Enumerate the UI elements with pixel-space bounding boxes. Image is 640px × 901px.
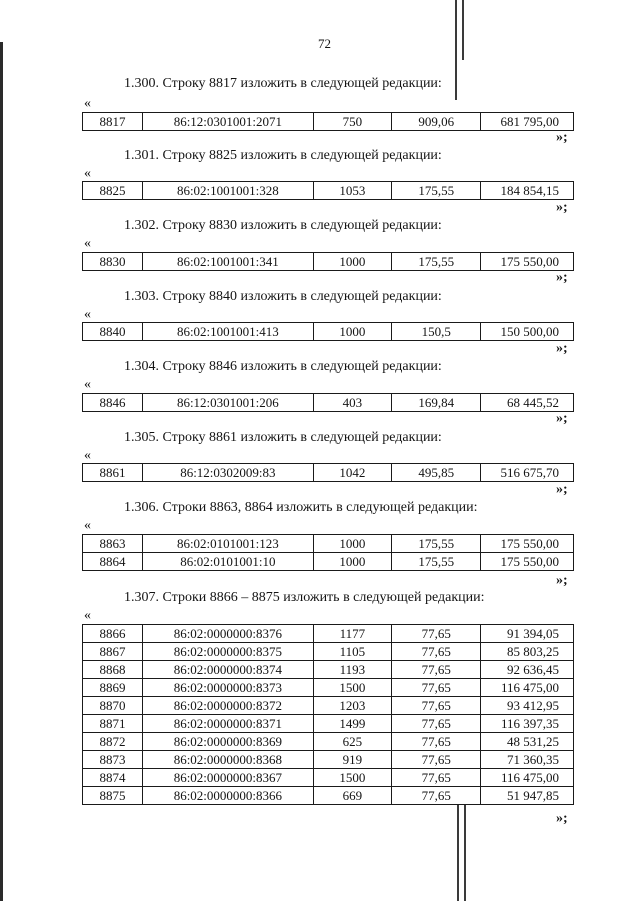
area-cell: 1203 — [313, 697, 391, 715]
value-cell: 175 550,00 — [481, 535, 574, 553]
area-cell: 1000 — [313, 535, 391, 553]
data-table — [82, 393, 574, 412]
table-row — [83, 553, 574, 571]
cadastral-number-cell: 86:02:0000000:8366 — [142, 787, 313, 805]
data-table — [82, 463, 574, 482]
scan-left-margin-bar — [0, 42, 3, 901]
area-cell: 1500 — [313, 679, 391, 697]
row-number-cell: 8864 — [83, 553, 143, 571]
row-number-cell: 8866 — [83, 625, 143, 643]
row-number-cell: 8825 — [83, 182, 143, 200]
row-number-cell: 8875 — [83, 787, 143, 805]
cadastral-number-cell: 86:02:0000000:8367 — [142, 769, 313, 787]
scan-artifact-line — [462, 0, 464, 60]
data-table — [82, 181, 574, 200]
closing-quote: »; — [556, 270, 568, 285]
row-number-cell: 8830 — [83, 253, 143, 271]
section-heading: 1.301. Строку 8825 изложить в следующей редакции: — [124, 148, 442, 163]
rate-cell: 77,65 — [392, 679, 481, 697]
section-heading: 1.303. Строку 8840 изложить в следующей редакции: — [124, 289, 442, 304]
rate-cell: 495,85 — [392, 464, 481, 482]
row-number-cell: 8871 — [83, 715, 143, 733]
value-cell: 71 360,35 — [481, 751, 574, 769]
cadastral-number-cell: 86:02:0000000:8376 — [142, 625, 313, 643]
table-row — [83, 661, 574, 679]
page-number: 72 — [318, 36, 331, 51]
closing-quote: »; — [556, 130, 568, 145]
row-number-cell: 8861 — [83, 464, 143, 482]
cadastral-number-cell: 86:02:0000000:8373 — [142, 679, 313, 697]
table-row — [83, 535, 574, 553]
table-row — [83, 715, 574, 733]
row-number-cell: 8846 — [83, 394, 143, 412]
data-table — [82, 624, 574, 805]
row-number-cell: 8840 — [83, 323, 143, 341]
value-cell: 116 475,00 — [481, 679, 574, 697]
rate-cell: 175,55 — [392, 553, 481, 571]
rate-cell: 175,55 — [392, 535, 481, 553]
cadastral-number-cell: 86:02:0000000:8374 — [142, 661, 313, 679]
scan-artifact-line — [457, 805, 459, 901]
cadastral-number-cell: 86:02:0101001:10 — [142, 553, 313, 571]
area-cell: 669 — [313, 787, 391, 805]
opening-quote: « — [84, 166, 91, 181]
cadastral-number-cell: 86:02:0000000:8372 — [142, 697, 313, 715]
opening-quote: « — [84, 448, 91, 463]
row-number-cell: 8872 — [83, 733, 143, 751]
section-heading: 1.300. Строку 8817 изложить в следующей редакции: — [124, 76, 442, 91]
section-heading: 1.304. Строку 8846 изложить в следующей редакции: — [124, 359, 442, 374]
area-cell: 1000 — [313, 553, 391, 571]
rate-cell: 77,65 — [392, 661, 481, 679]
value-cell: 48 531,25 — [481, 733, 574, 751]
scan-artifact-line — [464, 805, 466, 901]
area-cell: 1105 — [313, 643, 391, 661]
cadastral-number-cell: 86:02:0000000:8368 — [142, 751, 313, 769]
value-cell: 91 394,05 — [481, 625, 574, 643]
area-cell: 1053 — [313, 182, 391, 200]
opening-quote: « — [84, 608, 91, 623]
area-cell: 1000 — [313, 253, 391, 271]
row-number-cell: 8869 — [83, 679, 143, 697]
value-cell: 116 397,35 — [481, 715, 574, 733]
rate-cell: 77,65 — [392, 733, 481, 751]
table-row — [83, 625, 574, 643]
opening-quote: « — [84, 236, 91, 251]
value-cell: 516 675,70 — [481, 464, 574, 482]
table-row — [83, 679, 574, 697]
rate-cell: 77,65 — [392, 643, 481, 661]
cadastral-number-cell: 86:02:0000000:8375 — [142, 643, 313, 661]
area-cell: 1500 — [313, 769, 391, 787]
rate-cell: 77,65 — [392, 697, 481, 715]
area-cell: 1499 — [313, 715, 391, 733]
rate-cell: 77,65 — [392, 769, 481, 787]
area-cell: 1042 — [313, 464, 391, 482]
opening-quote: « — [84, 307, 91, 322]
table-row — [83, 394, 574, 412]
section-heading: 1.305. Строку 8861 изложить в следующей редакции: — [124, 430, 442, 445]
value-cell: 184 854,15 — [481, 182, 574, 200]
table-row — [83, 733, 574, 751]
cadastral-number-cell: 86:02:0000000:8371 — [142, 715, 313, 733]
opening-quote: « — [84, 377, 91, 392]
table-row — [83, 323, 574, 341]
row-number-cell: 8868 — [83, 661, 143, 679]
table-row — [83, 787, 574, 805]
table-row — [83, 253, 574, 271]
rate-cell: 77,65 — [392, 715, 481, 733]
section-heading: 1.307. Строки 8866 – 8875 изложить в следующей редакции: — [124, 590, 485, 605]
closing-quote: »; — [556, 341, 568, 356]
section-heading: 1.306. Строки 8863, 8864 изложить в следующей редакции: — [124, 500, 478, 515]
rate-cell: 77,65 — [392, 787, 481, 805]
table-row — [83, 643, 574, 661]
closing-quote: »; — [556, 811, 568, 826]
cadastral-number-cell: 86:02:1001001:413 — [142, 323, 313, 341]
data-table — [82, 322, 574, 341]
table-row — [83, 182, 574, 200]
row-number-cell: 8817 — [83, 113, 143, 131]
cadastral-number-cell: 86:12:0301001:206 — [142, 394, 313, 412]
area-cell: 1193 — [313, 661, 391, 679]
cadastral-number-cell: 86:12:0302009:83 — [142, 464, 313, 482]
area-cell: 1177 — [313, 625, 391, 643]
cadastral-number-cell: 86:12:0301001:2071 — [142, 113, 313, 131]
value-cell: 92 636,45 — [481, 661, 574, 679]
closing-quote: »; — [556, 573, 568, 588]
area-cell: 403 — [313, 394, 391, 412]
rate-cell: 150,5 — [392, 323, 481, 341]
rate-cell: 77,65 — [392, 625, 481, 643]
table-row — [83, 769, 574, 787]
value-cell: 150 500,00 — [481, 323, 574, 341]
row-number-cell: 8867 — [83, 643, 143, 661]
rate-cell: 77,65 — [392, 751, 481, 769]
value-cell: 116 475,00 — [481, 769, 574, 787]
table-row — [83, 697, 574, 715]
rate-cell: 169,84 — [392, 394, 481, 412]
data-table — [82, 112, 574, 131]
cadastral-number-cell: 86:02:1001001:328 — [142, 182, 313, 200]
value-cell: 681 795,00 — [481, 113, 574, 131]
value-cell: 85 803,25 — [481, 643, 574, 661]
opening-quote: « — [84, 518, 91, 533]
opening-quote: « — [84, 96, 91, 111]
row-number-cell: 8874 — [83, 769, 143, 787]
closing-quote: »; — [556, 200, 568, 215]
value-cell: 175 550,00 — [481, 253, 574, 271]
rate-cell: 175,55 — [392, 253, 481, 271]
scan-artifact-line — [455, 0, 457, 100]
table-row — [83, 464, 574, 482]
closing-quote: »; — [556, 482, 568, 497]
row-number-cell: 8870 — [83, 697, 143, 715]
rate-cell: 909,06 — [392, 113, 481, 131]
section-heading: 1.302. Строку 8830 изложить в следующей редакции: — [124, 218, 442, 233]
row-number-cell: 8873 — [83, 751, 143, 769]
cadastral-number-cell: 86:02:0101001:123 — [142, 535, 313, 553]
cadastral-number-cell: 86:02:0000000:8369 — [142, 733, 313, 751]
data-table — [82, 252, 574, 271]
value-cell: 175 550,00 — [481, 553, 574, 571]
row-number-cell: 8863 — [83, 535, 143, 553]
area-cell: 919 — [313, 751, 391, 769]
table-row — [83, 113, 574, 131]
rate-cell: 175,55 — [392, 182, 481, 200]
data-table — [82, 534, 574, 571]
area-cell: 625 — [313, 733, 391, 751]
value-cell: 51 947,85 — [481, 787, 574, 805]
value-cell: 93 412,95 — [481, 697, 574, 715]
table-row — [83, 751, 574, 769]
area-cell: 750 — [313, 113, 391, 131]
value-cell: 68 445,52 — [481, 394, 574, 412]
area-cell: 1000 — [313, 323, 391, 341]
closing-quote: »; — [556, 411, 568, 426]
cadastral-number-cell: 86:02:1001001:341 — [142, 253, 313, 271]
